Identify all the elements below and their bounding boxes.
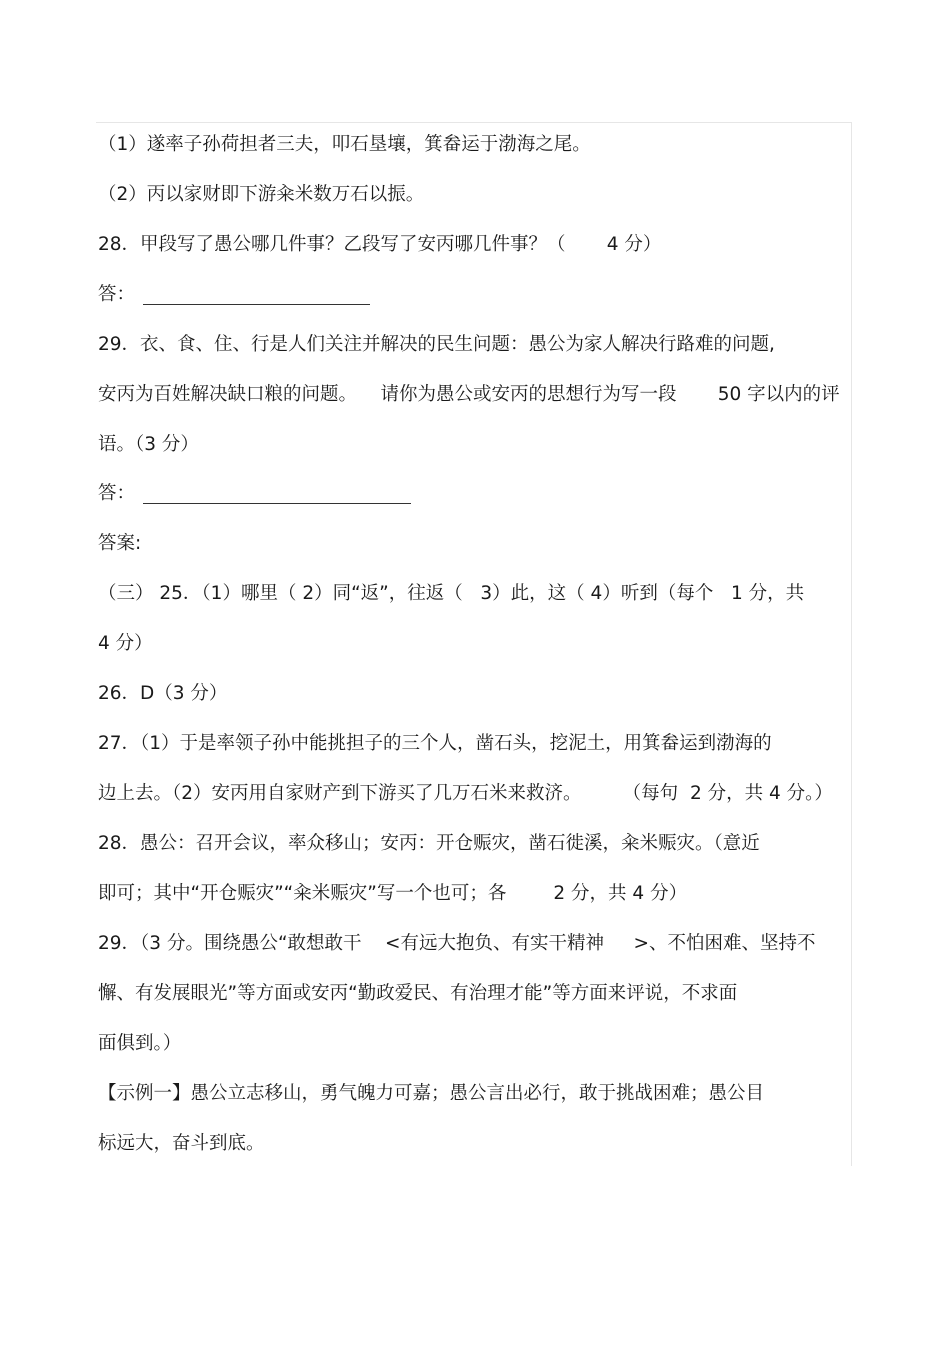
page-frame-top (96, 122, 852, 123)
question-29-line-3: 语。（3 分） (98, 434, 199, 455)
translation-question-1: （1）遂率子孙荷担者三夫，叩石垦壤，箕畚运于渤海之尾。 (98, 134, 591, 155)
answer-29-line-1: 29．（3 分。围绕愚公“敢想敢干 <有远大抱负、有实干精神 >、不怕困难、坚持不 (98, 933, 816, 954)
answer-key-heading: 答案: (98, 533, 142, 554)
page-frame-right (851, 122, 852, 1166)
answer-25-line-2: 4 分） (98, 633, 153, 654)
answer-label-28: 答： (98, 284, 136, 305)
translation-question-2: （2）丙以家财即下游籴米数万石以振。 (98, 184, 425, 205)
answer-26: 26．D（3 分） (98, 683, 228, 704)
answer-blank-28[interactable] (143, 304, 370, 305)
answer-28-line-2: 即可；其中“开仓赈灾”“籴米赈灾”写一个也可；各 2 分，共 4 分） (98, 883, 688, 904)
answer-27-line-2: 边上去。（2）安丙用自家财产到下游买了几万石米来救济。 （每句 2 分，共 4 分。） (98, 783, 833, 804)
answer-29-line-3: 面俱到。） (98, 1033, 182, 1054)
answer-28-line-1: 28．愚公：召开会议，率众移山；安丙：开仓赈灾，凿石徙溪，籴米赈灾。（意近 (98, 833, 760, 854)
answer-27-line-1: 27．（1）于是率领子孙中能挑担子的三个人，凿石头，挖泥土，用箕畚运到渤海的 (98, 733, 772, 754)
example-1-line-1: 【示例一】愚公立志移山，勇气魄力可嘉；愚公言出必行，敢于挑战困难；愚公目 (98, 1083, 765, 1104)
answer-label-29: 答： (98, 483, 136, 504)
answer-blank-29[interactable] (143, 503, 411, 504)
answer-29-line-2: 懈、有发展眼光”等方面或安丙“勤政爱民、有治理才能”等方面来评说，不求面 (98, 983, 738, 1004)
question-29-line-2: 安丙为百姓解决缺口粮的问题。 请你为愚公或安丙的思想行为写一段 50 字以内的评 (98, 384, 840, 405)
question-29-line-1: 29．衣、食、住、行是人们关注并解决的民生问题：愚公为家人解决行路难的问题, (98, 334, 775, 355)
answer-25-line-1: （三） 25．（1）哪里（ 2）同“返”，往返（ 3）此，这（ 4）听到（每个 1 分，共 (98, 583, 805, 604)
question-28: 28．甲段写了愚公哪几件事？乙段写了安丙哪几件事？（ 4 分） (98, 234, 662, 255)
example-1-line-2: 标远大，奋斗到底。 (98, 1133, 265, 1154)
